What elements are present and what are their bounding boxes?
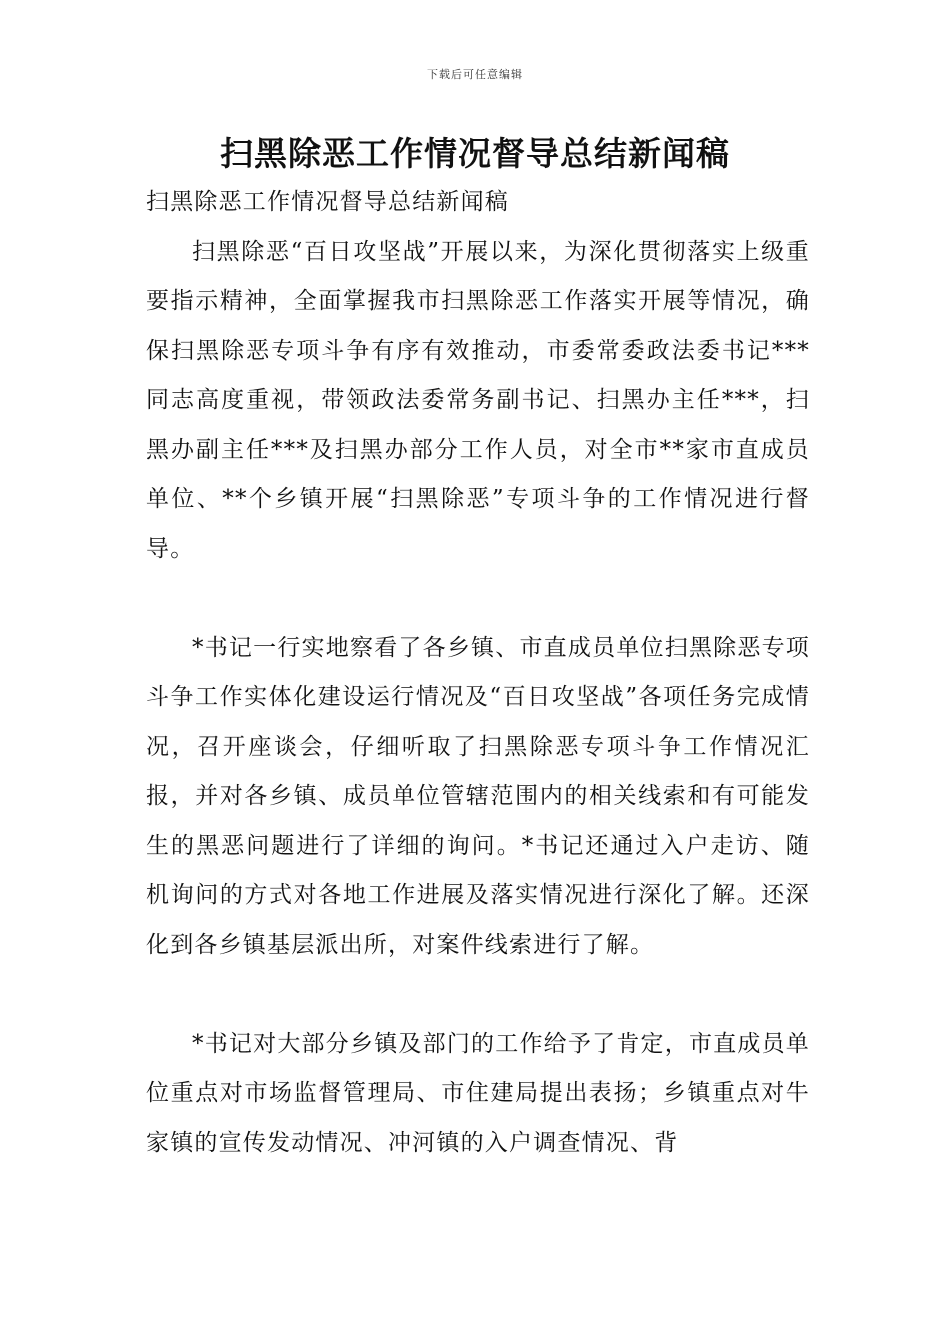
document-body	[146, 178, 810, 1168]
paragraph-1: 扫黑除恶“百日攻坚战”开展以来，为深化贯彻落实上级重要指示精神，全面掌握我市扫黑除恶工作落实开展等情况，确保扫黑除恶专项斗争有序有效推动，市委常委政法委书记***同志高度重视，带领政法委常务副书记、扫黑办主任***，扫黑办副主任***及扫黑办部分工作人员，对全市**家市直成员单位、**个乡镇开展“扫黑除恶”专项斗争的工作情况进行督导。	[146, 238, 810, 562]
paragraph-3: *书记对大部分乡镇及部门的工作给予了肯定，市直成员单位重点对市场监督管理局、市住建局提出表扬；乡镇重点对牛家镇的宣传发动情况、冲河镇的入户调查情况、背	[146, 1030, 810, 1156]
header-note: 下载后可任意编辑	[427, 68, 523, 81]
document-subtitle: 扫黑除恶工作情况督导总结新闻稿	[146, 189, 509, 215]
paragraph-spacer	[146, 574, 810, 624]
document-title: 扫黑除恶工作情况督导总结新闻稿	[220, 134, 730, 173]
paragraph-spacer	[146, 970, 810, 1020]
paragraph-2: *书记一行实地察看了各乡镇、市直成员单位扫黑除恶专项斗争工作实体化建设运行情况及“百日攻坚战”各项任务完成情况，召开座谈会，仔细听取了扫黑除恶专项斗争工作情况汇报，并对各乡镇、成员单位管辖范围内的相关线索和有可能发生的黑恶问题进行了详细的询问。*书记还通过入户走访、随机询问的方式对各地工作进展及落实情况进行深化了解。还深化到各乡镇基层派出所，对案件线索进行了解。	[146, 634, 810, 958]
